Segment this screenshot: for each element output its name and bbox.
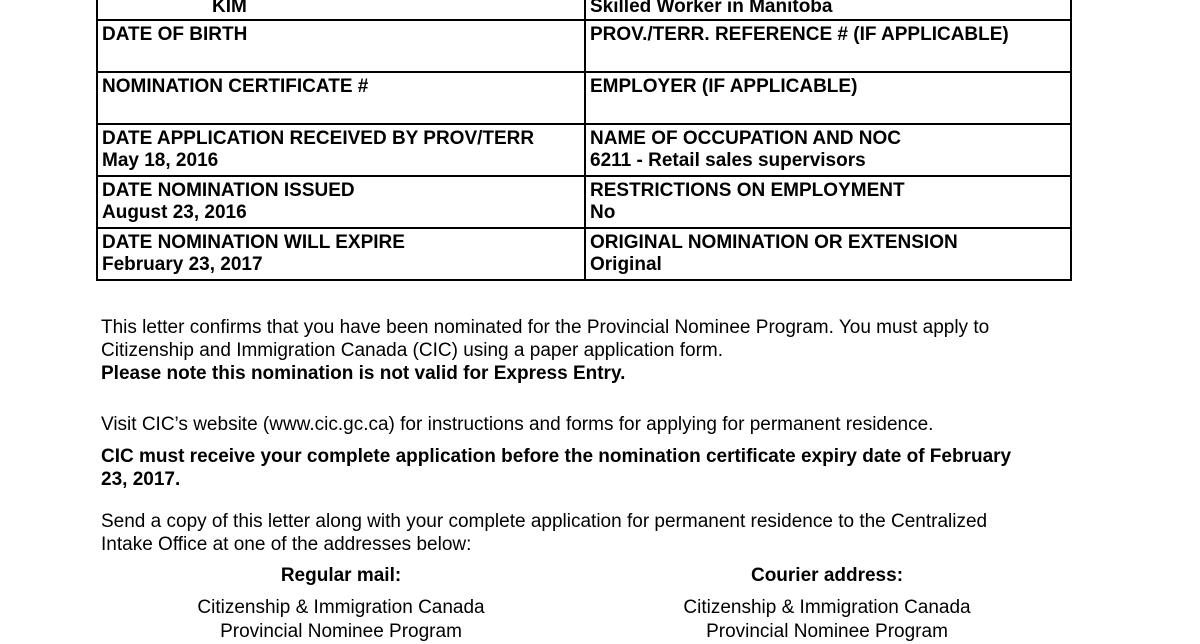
employer-cell xyxy=(585,72,1071,124)
confirmation-line-1: This letter confirms that you have been nominated for the Provincial Nominee Program. You must apply to xyxy=(101,317,990,338)
regular-mail-line-1: Citizenship & Immigration Canada xyxy=(197,597,485,618)
date-received-cell xyxy=(97,124,585,176)
date-received-label: DATE APPLICATION RECEIVED BY PROV/TERR xyxy=(102,128,535,149)
certificate-number-cell xyxy=(97,72,585,124)
regular-mail-line-2: Provincial Nominee Program xyxy=(220,621,462,642)
courier-line-1: Citizenship & Immigration Canada xyxy=(683,597,971,618)
table-row xyxy=(97,72,1071,124)
deadline-line-1: CIC must receive your complete application before the nomination certificate expiry date of February xyxy=(101,446,1012,467)
date-received-value: May 18, 2016 xyxy=(102,150,219,171)
nomination-type-cell xyxy=(585,228,1071,280)
certificate-number-label: NOMINATION CERTIFICATE # xyxy=(102,76,369,97)
nomination-type-label: ORIGINAL NOMINATION OR EXTENSION xyxy=(590,232,958,253)
restrictions-cell xyxy=(585,176,1071,228)
courier-address xyxy=(627,564,1027,644)
table-row xyxy=(97,228,1071,280)
applicant-surname: KIM xyxy=(212,0,247,17)
table-row xyxy=(97,176,1071,228)
occupation-cell xyxy=(585,124,1071,176)
table-row xyxy=(97,0,1071,20)
courier-line-2: Provincial Nominee Program xyxy=(706,621,948,642)
nomination-type-value: Original xyxy=(590,254,662,275)
occupation-value: 6211 - Retail sales supervisors xyxy=(590,150,866,171)
expiry-date-label: DATE NOMINATION WILL EXPIRE xyxy=(102,232,405,253)
express-entry-note: Please note this nomination is not valid for Express Entry. xyxy=(101,363,626,384)
deadline-paragraph xyxy=(101,445,1011,491)
table-row xyxy=(97,124,1071,176)
applicant-name-cell xyxy=(97,0,585,20)
date-of-birth-label: DATE OF BIRTH xyxy=(102,24,248,45)
stream-cell xyxy=(585,0,1071,20)
occupation-label: NAME OF OCCUPATION AND NOC xyxy=(590,128,902,149)
expiry-date-value: February 23, 2017 xyxy=(102,254,263,275)
send-copy-line-1: Send a copy of this letter along with your complete application for permanent residence to the Centralized xyxy=(101,511,988,532)
courier-heading: Courier address: xyxy=(750,565,904,586)
table-row xyxy=(97,20,1071,72)
restrictions-value: No xyxy=(590,202,616,223)
visit-website-paragraph: Visit CIC’s website (www.cic.gc.ca) for instructions and forms for applying for permanent residence. xyxy=(101,414,934,435)
employer-label: EMPLOYER (IF APPLICABLE) xyxy=(590,76,858,97)
reference-number-cell xyxy=(585,20,1071,72)
date-issued-label: DATE NOMINATION ISSUED xyxy=(102,180,355,201)
regular-mail-address xyxy=(141,564,541,644)
date-issued-value: August 23, 2016 xyxy=(102,202,247,223)
confirmation-line-2: Citizenship and Immigration Canada (CIC) using a paper application form. xyxy=(101,340,724,361)
send-copy-line-2: Intake Office at one of the addresses below: xyxy=(101,534,472,555)
send-copy-paragraph xyxy=(101,510,987,556)
date-of-birth-cell xyxy=(97,20,585,72)
deadline-line-2: 23, 2017. xyxy=(101,469,181,490)
regular-mail-heading: Regular mail: xyxy=(280,565,402,586)
date-issued-cell xyxy=(97,176,585,228)
restrictions-label: RESTRICTIONS ON EMPLOYMENT xyxy=(590,180,905,201)
nomination-details-table xyxy=(96,0,1072,281)
reference-number-label: PROV./TERR. REFERENCE # (IF APPLICABLE) xyxy=(590,24,1009,45)
confirmation-paragraph xyxy=(101,316,989,385)
expiry-date-cell xyxy=(97,228,585,280)
nomination-stream: Skilled Worker in Manitoba xyxy=(590,0,833,17)
